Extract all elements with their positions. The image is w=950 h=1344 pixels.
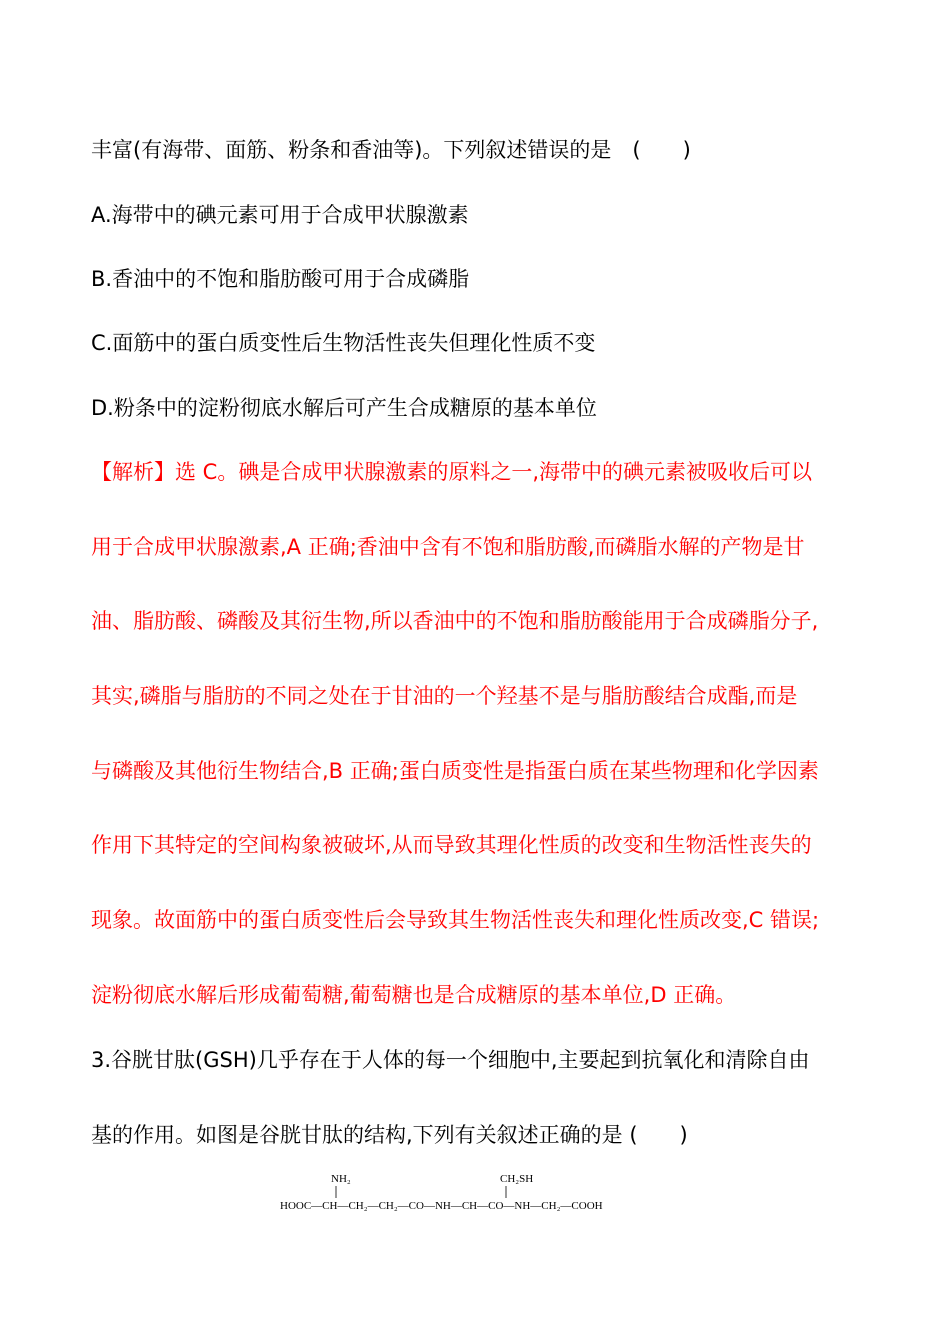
option-b: B.香油中的不饱和脂肪酸可用于合成磷脂 xyxy=(91,267,470,291)
analysis-line: 用于合成甲状腺激素,A 正确;香油中含有不饱和脂肪酸,而磷脂水解的产物是甘 xyxy=(91,535,805,559)
analysis-line: 现象。故面筋中的蛋白质变性后会导致其生物活性丧失和理化性质改变,C 错误; xyxy=(91,908,820,932)
analysis-line: 其实,磷脂与脂肪的不同之处在于甘油的一个羟基不是与脂肪酸结合成酯,而是 xyxy=(91,684,798,708)
question-3-stem-line: 基的作用。如图是谷胱甘肽的结构,下列有关叙述正确的是 ( ) xyxy=(91,1123,688,1147)
analysis-line: 油、脂肪酸、磷酸及其衍生物,所以香油中的不饱和脂肪酸能用于合成磷脂分子, xyxy=(91,609,819,633)
main-chain: HOOC—CH—CH₂—CH₂—CO—NH—CH—CO—NH—CH₂—COOH xyxy=(280,1200,603,1212)
analysis-line: 与磷酸及其他衍生物结合,B 正确;蛋白质变性是指蛋白质在某些物理和化学因素 xyxy=(91,759,819,783)
analysis-line: 作用下其特定的空间构象被破坏,从而导致其理化性质的改变和生物活性丧失的 xyxy=(91,833,812,857)
analysis-line: 淀粉彻底水解后形成葡萄糖,葡萄糖也是合成糖原的基本单位,D 正确。 xyxy=(91,983,737,1007)
option-c: C.面筋中的蛋白质变性后生物活性丧失但理化性质不变 xyxy=(91,331,596,355)
nh2-label: NH₂ xyxy=(331,1173,351,1185)
option-d: D.粉条中的淀粉彻底水解后可产生合成糖原的基本单位 xyxy=(91,396,597,420)
option-a: A.海带中的碘元素可用于合成甲状腺激素 xyxy=(91,203,469,227)
ch2sh-label: CH₂SH xyxy=(500,1173,534,1185)
glutathione-structure-diagram xyxy=(280,1168,680,1218)
question-stem-end: 丰富(有海带、面筋、粉条和香油等)。下列叙述错误的是 ( ) xyxy=(91,138,691,162)
question-3-stem-line: 3.谷胱甘肽(GSH)几乎存在于人体的每一个细胞中,主要起到抗氧化和清除自由 xyxy=(91,1048,810,1072)
analysis-line: 【解析】选 C。碘是合成甲状腺激素的原料之一,海带中的碘元素被吸收后可以 xyxy=(91,460,813,484)
